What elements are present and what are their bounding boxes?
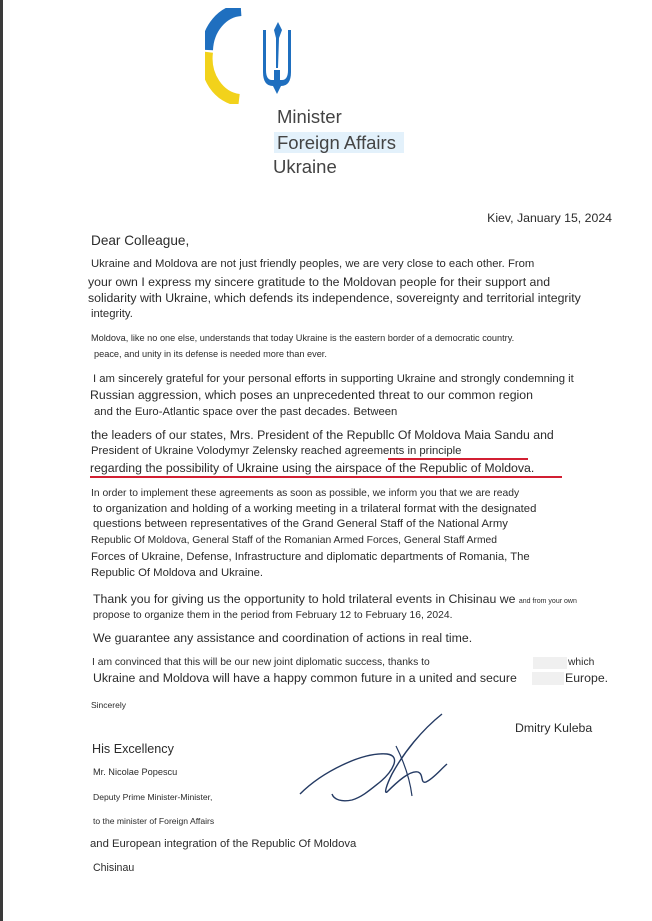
letterhead-foreign-affairs: Foreign Affairs: [274, 132, 404, 153]
p4-line-2: President of Ukraine Volodymyr Zelensky reached agreements in principle: [91, 445, 462, 457]
signatory-name: Dmitry Kuleba: [515, 721, 593, 735]
handwritten-signature: [292, 712, 452, 807]
underline-airspace: [90, 476, 562, 478]
p8-line-1-end: which: [568, 657, 595, 668]
p5-line-5: Forces of Ukraine, Defense, Infrastructure and diplomatic departments of Romania, The: [91, 551, 530, 563]
recipient-name: Mr. Nicolae Popescu: [93, 767, 178, 777]
letterhead-minister: Minister: [277, 106, 342, 127]
p5-line-2: to organization and holding of a working meeting in a trilateral format with the designated: [93, 503, 537, 515]
ukraine-mfa-emblem-icon: [205, 8, 305, 104]
recipient-role-1: Deputy Prime Minister-Minister,: [93, 792, 213, 802]
recipient-role-3: and European integration of the Republic Of Moldova: [90, 838, 357, 850]
p1-line-4: integrity.: [91, 308, 133, 320]
p1-line-3: solidarity with Ukraine, which defends its independence, sovereignty and territorial integrity: [88, 291, 581, 305]
p7: We guarantee any assistance and coordination of actions in real time.: [93, 631, 473, 645]
p8-line-2: Ukraine and Moldova will have a happy common future in a united and secure: [93, 671, 517, 685]
redaction-block: [533, 657, 567, 669]
p5-line-4: Republic Of Moldova, General Staff of the Romanian Armed Forces, General Staff Armed: [91, 535, 497, 546]
closing: Sincerely: [91, 700, 126, 710]
letterhead-country: Ukraine: [273, 156, 337, 177]
p6-line-1-small: and from your own: [518, 598, 577, 605]
p8-line-2-end: Europe.: [565, 671, 609, 685]
p5-line-3: questions between representatives of the Grand General Staff of the National Army: [93, 518, 508, 530]
p4-line-3: regarding the possibility of Ukraine using the airspace of the Republic of Moldova.: [90, 461, 535, 475]
p6-line-1: [93, 592, 577, 606]
p2-line-2: peace, and unity in its defense is needed more than ever.: [94, 349, 327, 359]
p5-line-6: Republic Of Moldova and Ukraine.: [91, 567, 264, 579]
p6-line-1-main: Thank you for giving us the opportunity to hold trilateral events in Chisinau we: [93, 592, 516, 606]
salutation: Dear Colleague,: [91, 233, 190, 248]
recipient-role-2: to the minister of Foreign Affairs: [93, 816, 215, 826]
p4-line-1: the leaders of our states, Mrs. President of the Republlc Of Moldova Maia Sandu and: [91, 428, 554, 442]
p8-line-1: I am convinced that this will be our new joint diplomatic success, thanks to: [92, 657, 430, 668]
underline-agreements: [388, 458, 528, 460]
p3-line-2: Russian aggression, which poses an unprecedented threat to our common region: [90, 388, 533, 402]
p2-line-1: Moldova, like no one else, understands that today Ukraine is the eastern border of a democratic country.: [91, 333, 515, 343]
p3-line-3: and the Euro-Atlantic space over the past decades. Between: [94, 406, 398, 418]
recipient-city: Chisinau: [93, 862, 135, 874]
recipient-title: His Excellency: [92, 742, 174, 756]
p6-line-2: propose to organize them in the period from February 12 to February 16, 2024.: [93, 610, 453, 621]
p5-line-1: In order to implement these agreements as soon as possible, we inform you that we are ready: [91, 488, 520, 499]
redaction-block: [532, 672, 564, 685]
p3-line-1: I am sincerely grateful for your personal efforts in supporting Ukraine and strongly condemning it: [93, 373, 574, 385]
p1-line-1: Ukraine and Moldova are not just friendly peoples, we are very close to each other. From: [91, 258, 535, 270]
date-line: Kiev, January 15, 2024: [487, 211, 612, 225]
page-left-edge: [0, 0, 3, 921]
p1-line-2: your own I express my sincere gratitude to the Moldovan people for their support and: [88, 275, 551, 289]
letterhead-ministry: [274, 132, 404, 154]
